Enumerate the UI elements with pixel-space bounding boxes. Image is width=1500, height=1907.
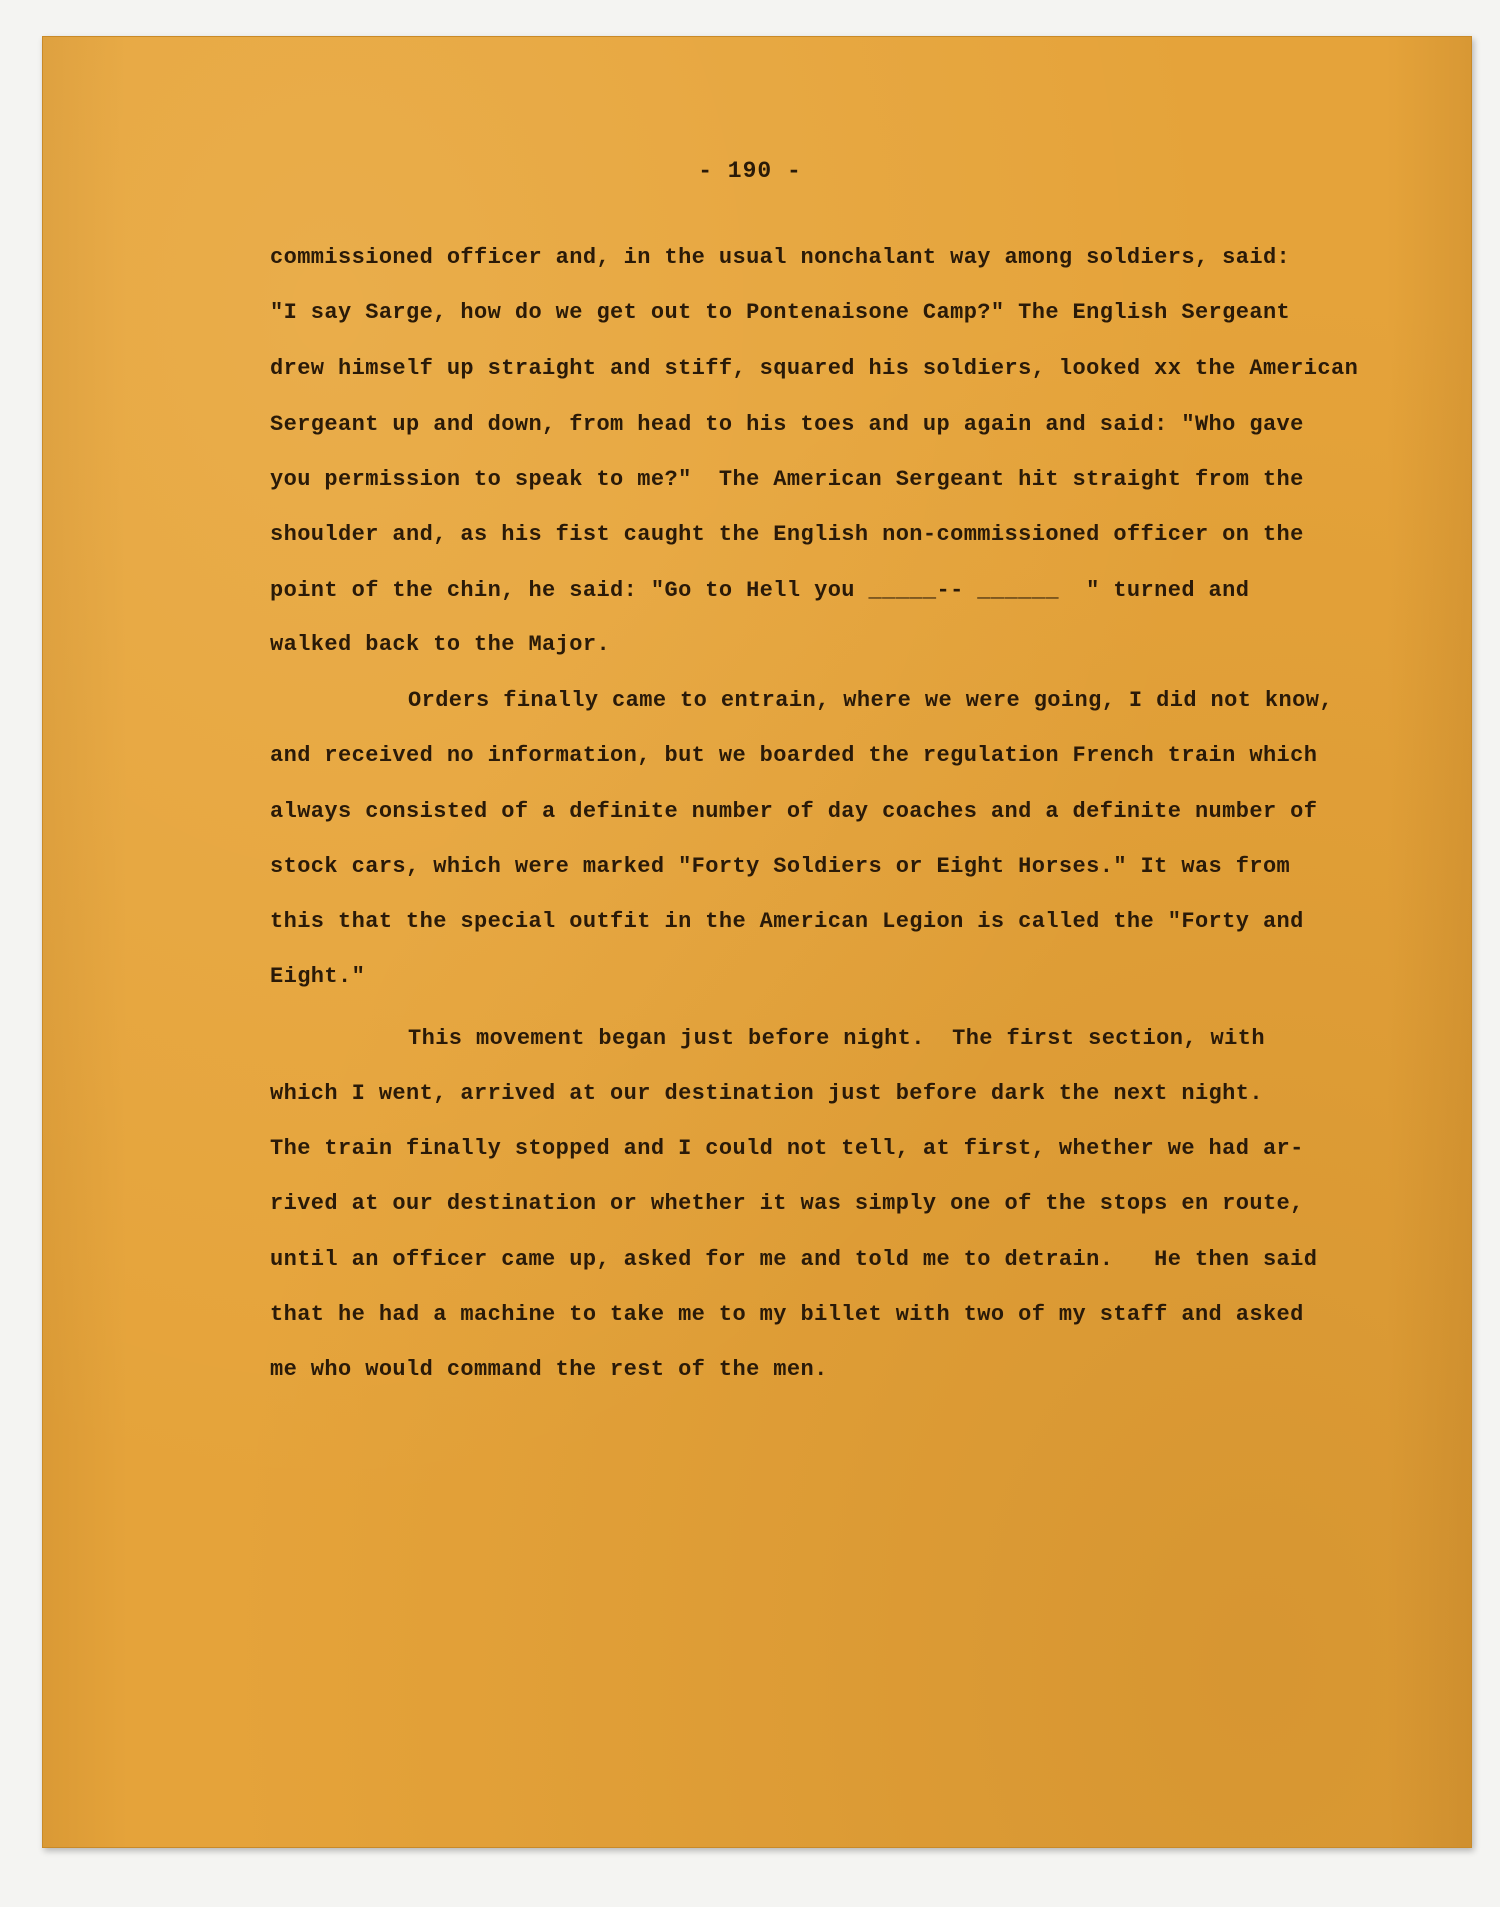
text-line: you permission to speak to me?" The American Sergeant hit straight from the [270, 467, 1304, 492]
text-line: and received no information, but we boarded the regulation French train which [270, 743, 1318, 768]
text-line: shoulder and, as his fist caught the English non-commissioned officer on the [270, 522, 1304, 547]
text-line: commissioned officer and, in the usual nonchalant way among soldiers, said: [270, 245, 1291, 270]
text-line: Sergeant up and down, from head to his toes and up again and said: "Who gave [270, 412, 1304, 437]
text-line: which I went, arrived at our destination just before dark the next night. [270, 1081, 1263, 1106]
text-line: drew himself up straight and stiff, squared his soldiers, looked xx the American [270, 356, 1359, 381]
text-line: point of the chin, he said: "Go to Hell you _____-- ______ " turned and [270, 578, 1250, 603]
text-line: that he had a machine to take me to my billet with two of my staff and asked [270, 1302, 1304, 1327]
text-line: Eight." [270, 964, 366, 989]
text-line: walked back to the Major. [270, 632, 611, 657]
text-line: stock cars, which were marked "Forty Soldiers or Eight Horses." It was from [270, 854, 1291, 879]
text-line: until an officer came up, asked for me and told me to detrain. He then said [270, 1247, 1318, 1272]
text-line: always consisted of a definite number of day coaches and a definite number of [270, 799, 1318, 824]
text-line: The train finally stopped and I could not tell, at first, whether we had ar- [270, 1136, 1304, 1161]
text-line: me who would command the rest of the men. [270, 1357, 828, 1382]
paragraph-first-line: Orders finally came to entrain, where we were going, I did not know, [408, 688, 1333, 713]
paragraph-first-line: This movement began just before night. The first section, with [408, 1026, 1265, 1051]
text-line: "I say Sarge, how do we get out to Pontenaisone Camp?" The English Sergeant [270, 300, 1291, 325]
page-number: - 190 - [698, 158, 802, 184]
text-line: this that the special outfit in the American Legion is called the "Forty and [270, 909, 1304, 934]
text-line: rived at our destination or whether it was simply one of the stops en route, [270, 1191, 1304, 1216]
